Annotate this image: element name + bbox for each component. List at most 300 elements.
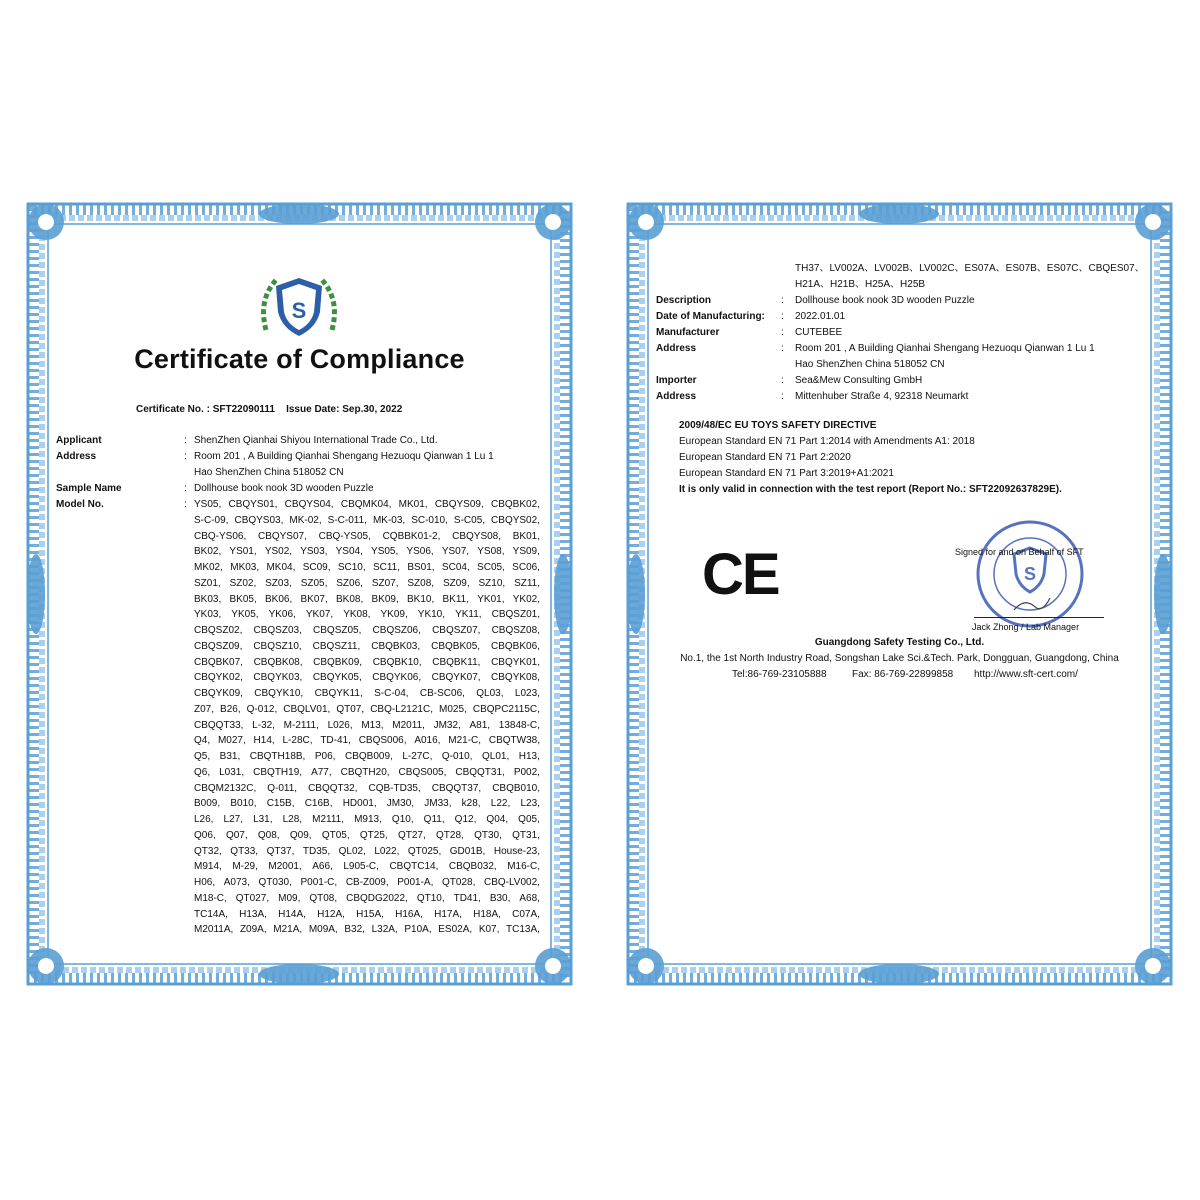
- model-number: H13A,: [239, 908, 267, 920]
- model-number: MK01,: [398, 499, 428, 510]
- model-number: L-28C,: [282, 735, 313, 747]
- model-number: QT31,: [512, 829, 540, 841]
- sample-name-label: Sample Name: [56, 483, 122, 494]
- address-value: [194, 449, 494, 480]
- model-number: HD001,: [342, 798, 377, 810]
- model-number: YS02,: [264, 546, 293, 558]
- model-row: [194, 529, 540, 545]
- model-number: L905-C,: [343, 861, 379, 873]
- colon: :: [184, 499, 187, 510]
- model-number: CBQBK05,: [431, 640, 481, 652]
- model-row: [194, 592, 540, 608]
- model-number: A77,: [311, 766, 332, 778]
- field-value: Room 201 , A Building Qianhai Shengang Hezuoqu Qianwan 1 Lu 1: [795, 343, 1095, 354]
- model-number: CBQBK03,: [371, 640, 421, 652]
- model-number: TC13A,: [506, 924, 540, 936]
- field-label: Manufacturer: [656, 327, 720, 338]
- model-number: SZ05,: [300, 577, 328, 589]
- model-number: B009,: [194, 798, 221, 810]
- model-number: C16B,: [304, 798, 333, 810]
- field-value: Mittenhuber Straße 4, 92318 Neumarkt: [795, 391, 969, 402]
- model-row: [194, 828, 540, 844]
- model-number: BK07,: [300, 593, 328, 605]
- model-row: [194, 812, 540, 828]
- model-number: SZ01,: [194, 577, 221, 589]
- model-number: SC04,: [441, 562, 470, 573]
- model-number: CBQTH18B,: [249, 751, 306, 762]
- model-number: CBQS006,: [358, 735, 407, 747]
- model-number: BS01,: [407, 562, 435, 573]
- model-number: P001-C,: [300, 877, 338, 888]
- model-row: [194, 513, 540, 529]
- model-number: YS06,: [406, 546, 434, 558]
- model-number: S-C-011,: [327, 514, 367, 526]
- model-number: CQB-TD35,: [368, 782, 421, 794]
- colon: :: [781, 343, 784, 354]
- model-number: QL02,: [338, 845, 366, 857]
- model-number: H14,: [253, 735, 275, 747]
- model-number: P002,: [513, 766, 540, 778]
- model-number: TC14A,: [194, 908, 228, 920]
- model-number: Q12,: [454, 814, 477, 825]
- model-number: S-C-09,: [194, 514, 229, 526]
- model-number: P10A,: [404, 924, 432, 936]
- model-number: CBQSZ09,: [194, 640, 243, 652]
- field-value: Sea&Mew Consulting GmbH: [795, 375, 923, 386]
- model-row: [194, 718, 540, 734]
- model-row: [194, 781, 540, 797]
- model-number: BK09,: [371, 593, 399, 605]
- model-number: TD41,: [453, 892, 481, 904]
- model-number: Q05,: [518, 814, 540, 825]
- model-number: CBQSZ02,: [194, 625, 243, 636]
- field-value: 2022.01.01: [795, 311, 846, 322]
- model-number: MK03,: [230, 562, 260, 573]
- model-row: [194, 623, 540, 639]
- model-number: CBQYS08,: [452, 530, 502, 542]
- model-number: CBQYK10,: [254, 688, 304, 699]
- model-number: CBQBK10,: [372, 656, 422, 668]
- model-number: MK02,: [194, 562, 223, 573]
- model-number: CBQ-YS06,: [194, 530, 247, 542]
- issue-date-label: Issue Date:: [286, 404, 343, 415]
- ce-mark-icon: CE: [702, 542, 779, 607]
- model-number: M21-C,: [448, 735, 482, 747]
- model-number: CBQMK04,: [340, 499, 392, 510]
- model-number: CQBBK01-2,: [382, 530, 441, 542]
- model-row: [194, 922, 540, 938]
- model-number: QT37,: [266, 845, 295, 857]
- model-number: BK11,: [442, 593, 469, 605]
- address-label: Address: [56, 451, 97, 462]
- model-number: CBQB010,: [492, 782, 540, 794]
- model-no-label: Model No.: [56, 499, 104, 510]
- model-number: CBQYS07,: [257, 530, 307, 542]
- model-number: H17A,: [434, 908, 462, 920]
- colon: :: [781, 391, 784, 402]
- model-number: Q5,: [194, 751, 211, 762]
- testing-company-name: Guangdong Safety Testing Co., Ltd.: [814, 637, 985, 648]
- certificate-title: Certificate of Compliance: [134, 344, 465, 374]
- model-number: YK06,: [268, 609, 296, 621]
- field-label: Address: [656, 391, 697, 402]
- colon: :: [781, 295, 784, 306]
- model-number: 13848-C,: [498, 719, 540, 731]
- certificate-page-right: [624, 200, 1175, 988]
- model-number: YK05,: [231, 609, 259, 621]
- model-number: CBQB032,: [448, 861, 497, 873]
- model-number: Q08,: [257, 829, 280, 841]
- model-number: SZ08,: [407, 577, 435, 589]
- model-number: YK02,: [512, 593, 540, 605]
- model-number: Q09,: [289, 829, 312, 841]
- model-number: CBQSZ06,: [372, 625, 421, 636]
- model-number: CBQYS03,: [234, 514, 284, 526]
- model-number: BK03,: [194, 593, 222, 605]
- address-line-2: Hao ShenZhen China 518052 CN: [194, 466, 344, 478]
- model-row: [194, 639, 540, 655]
- model-number: L23,: [520, 798, 540, 810]
- colon: :: [184, 483, 187, 494]
- model-number-list: [194, 497, 540, 938]
- model-number: BK06,: [265, 593, 293, 605]
- applicant-value: ShenZhen Qianhai Shiyou International Trade Co., Ltd.: [194, 435, 438, 446]
- model-number: CBQYK03,: [253, 672, 303, 684]
- model-number: M025,: [439, 703, 467, 715]
- model-number: H12A,: [317, 908, 345, 920]
- model-number: QL03,: [476, 688, 504, 699]
- model-number: Q-012,: [246, 703, 278, 715]
- model-number: SZ11,: [514, 577, 540, 589]
- model-number: YK10,: [417, 609, 446, 621]
- model-number: Z07,: [194, 703, 215, 715]
- model-number: CBQLV01,: [283, 703, 331, 715]
- model-number: YS03,: [300, 546, 328, 558]
- model-number: CBQSZ03,: [253, 625, 302, 636]
- model-number: H14A,: [278, 908, 306, 920]
- model-number: M-2111,: [283, 719, 319, 731]
- model-number: YS09,: [512, 546, 540, 558]
- model-number: CBQM2132C,: [194, 782, 257, 794]
- certificate-number: SFT22090111: [212, 404, 275, 415]
- model-number: MK-02,: [289, 514, 322, 526]
- model-row: [194, 749, 540, 765]
- certificate-number-label: Certificate No. :: [136, 404, 213, 415]
- model-number: YS05,: [371, 546, 399, 558]
- model-number: JM32,: [433, 719, 461, 731]
- model-number: YS04,: [335, 546, 363, 558]
- model-number: YK01,: [477, 593, 505, 605]
- model-number: A073,: [223, 877, 250, 888]
- validity-statement: It is only valid in connection with the test report (Report No.: SFT22092637829E).: [679, 484, 1062, 495]
- colon: :: [781, 327, 784, 338]
- model-number: SZ10,: [478, 577, 506, 589]
- model-number: YK11,: [455, 609, 482, 621]
- field-label: Importer: [656, 375, 697, 386]
- model-number: B31,: [219, 751, 241, 762]
- model-number: CBQTH20,: [340, 766, 390, 778]
- model-number: BK10,: [407, 593, 435, 605]
- standard-line-3: European Standard EN 71 Part 3:2019+A1:2021: [679, 468, 894, 479]
- model-number: CBQSZ05,: [313, 625, 362, 636]
- model-number: CBQTC14,: [389, 861, 439, 873]
- model-row: [194, 765, 540, 781]
- model-row: [194, 859, 540, 875]
- model-number: M21A,: [273, 924, 303, 936]
- model-number: CBQTH19,: [253, 766, 303, 778]
- field-value: CUTEBEE: [795, 327, 843, 338]
- model-number: CBQPC2115C,: [472, 703, 540, 715]
- model-number: CBQBK02,: [491, 499, 540, 510]
- model-number: CBQQT31,: [455, 766, 505, 778]
- model-number: SZ02,: [229, 577, 257, 589]
- model-number: QT32,: [194, 845, 222, 857]
- company-fax: Fax: 86-769-22899858: [852, 669, 954, 680]
- model-number: L031,: [219, 766, 245, 778]
- colon: :: [781, 311, 784, 322]
- model-number: QT05,: [321, 829, 350, 841]
- colon: :: [184, 451, 187, 462]
- field-value: Hao ShenZhen China 518052 CN: [795, 359, 945, 370]
- signed-on-behalf: Signed for and on Behalf of SFT: [955, 547, 1084, 557]
- model-number: YS01,: [229, 546, 257, 558]
- model-number: YK03,: [194, 609, 222, 621]
- model-number: A81,: [469, 719, 491, 731]
- model-number: CBQYK06,: [372, 672, 422, 684]
- model-number: CBQYK11,: [314, 688, 363, 699]
- model-number: SC-010,: [411, 514, 448, 526]
- model-number: YK09,: [380, 609, 408, 621]
- model-number: Q6,: [194, 766, 211, 778]
- model-number: TD-41,: [320, 735, 351, 747]
- model-number: C07A,: [512, 908, 540, 920]
- model-number: CBQYS09,: [434, 499, 484, 510]
- model-number: S-C-04,: [374, 688, 409, 699]
- model-number: B30,: [489, 892, 511, 904]
- model-number: CB-SC06,: [419, 688, 465, 699]
- model-number: QT027,: [235, 892, 270, 904]
- company-telephone: Tel:86-769-23105888: [732, 669, 827, 680]
- model-continuation-line-1: TH37、LV002A、LV002B、LV002C、ES07A、ES07B、ES07C、CBQES07、: [795, 263, 1145, 274]
- model-number: CBQ-L2121C,: [370, 703, 433, 715]
- model-number: Q-011,: [267, 782, 298, 794]
- model-number: BK02,: [194, 546, 222, 558]
- field-label: Description: [656, 295, 712, 306]
- model-number: CBQYK02,: [194, 672, 243, 684]
- model-number: QT07,: [336, 703, 365, 715]
- model-number: YS05,: [194, 499, 222, 510]
- model-number: SC10,: [337, 562, 366, 573]
- model-number: QT08,: [309, 892, 338, 904]
- model-number: YK07,: [305, 609, 334, 621]
- model-number: L-27C,: [402, 751, 433, 762]
- model-number: SC09,: [302, 562, 331, 573]
- model-number: H06,: [194, 877, 216, 888]
- model-number: SC05,: [477, 562, 505, 573]
- model-number: CBQYK08,: [491, 672, 540, 684]
- model-number: CBQYS02,: [491, 514, 540, 526]
- model-number: YS07,: [441, 546, 470, 558]
- model-row: [194, 844, 540, 860]
- model-number: CBQQT37,: [431, 782, 482, 794]
- applicant-label: Applicant: [56, 435, 102, 446]
- model-number: L27,: [223, 814, 243, 825]
- colon: :: [184, 435, 187, 446]
- model-row: [194, 576, 540, 592]
- model-number: M13,: [361, 719, 384, 731]
- svg-text:S: S: [1023, 564, 1037, 584]
- company-website: http://www.sft-cert.com/: [974, 669, 1078, 680]
- model-number: Z09A,: [239, 924, 267, 936]
- model-number: CBQQT33,: [194, 719, 244, 731]
- model-number: L-32,: [252, 719, 275, 731]
- model-row: [194, 733, 540, 749]
- model-number: BK05,: [229, 593, 257, 605]
- model-number: CB-Z009,: [345, 877, 389, 888]
- model-continuation-line-2: H21A、H21B、H25A、H25B: [795, 279, 926, 290]
- certificate-number-line: [136, 404, 402, 415]
- model-number: L31,: [253, 814, 273, 825]
- model-number: L28,: [282, 814, 303, 825]
- model-number: M2011,: [392, 719, 425, 731]
- signature-line: [974, 617, 1104, 618]
- model-number: K07,: [478, 924, 500, 936]
- model-number: QT27,: [397, 829, 426, 841]
- model-number: B26,: [220, 703, 241, 715]
- svg-text:S: S: [291, 298, 307, 323]
- model-row: [194, 796, 540, 812]
- model-number: M16-C,: [507, 861, 540, 873]
- model-number: YS08,: [477, 546, 505, 558]
- model-number: SZ07,: [371, 577, 399, 589]
- model-number: QT33,: [230, 845, 259, 857]
- testing-company-address: No.1, the 1st North Industry Road, Songshan Lake Sci.&Tech. Park, Dongguan, Guangdong, China: [680, 653, 1119, 664]
- model-row: [194, 686, 540, 702]
- model-number: M2001,: [268, 861, 302, 873]
- model-number: CBQSZ07,: [432, 625, 481, 636]
- model-number: CBQQT32,: [308, 782, 358, 794]
- address-line-1: Room 201 , A Building Qianhai Shengang Hezuoqu Qianwan 1 Lu 1: [194, 451, 494, 462]
- model-number: CBQBK06,: [491, 640, 540, 652]
- model-number: L32A,: [371, 924, 398, 936]
- model-number: CBQSZ01,: [491, 609, 540, 621]
- model-number: CBQDG2022,: [346, 892, 408, 904]
- model-number: CBQYK07,: [431, 672, 481, 684]
- model-number: Q4,: [194, 735, 211, 747]
- model-number: M18-C,: [194, 892, 227, 904]
- model-row: [194, 907, 540, 923]
- directive-line: 2009/48/EC EU TOYS SAFETY DIRECTIVE: [679, 420, 877, 431]
- model-number: CBQYK09,: [194, 688, 243, 699]
- signer-name: Jack Zhong / Lab Manager: [972, 622, 1080, 632]
- model-number: H13,: [518, 751, 540, 762]
- model-number: SZ06,: [336, 577, 363, 589]
- model-number: CBQTW38,: [488, 735, 540, 747]
- model-number: B010,: [230, 798, 257, 810]
- model-number: CBQB009,: [344, 751, 393, 762]
- model-number: A016,: [414, 735, 441, 747]
- certificate-page-left: [24, 200, 575, 988]
- model-number: CBQSZ11,: [312, 640, 361, 652]
- model-number: GD01B,: [449, 845, 486, 857]
- model-number: H18A,: [473, 908, 501, 920]
- model-number: TD35,: [302, 845, 331, 857]
- model-number: CBQBK08,: [253, 656, 303, 668]
- model-number: CBQ-YS05,: [318, 530, 371, 542]
- model-row: [194, 702, 540, 718]
- model-number: M914,: [194, 861, 222, 873]
- model-number: M2111,: [312, 814, 344, 825]
- model-number: CBQS005,: [398, 766, 447, 778]
- model-number: YK08,: [343, 609, 371, 621]
- model-number: CBQSZ10,: [253, 640, 302, 652]
- model-number: QT030,: [258, 877, 292, 888]
- model-number: P001-A,: [397, 877, 434, 888]
- model-number: CBQBK11,: [432, 656, 481, 668]
- field-label: Address: [656, 343, 697, 354]
- model-number: JM30,: [386, 798, 415, 810]
- model-number: B32,: [344, 924, 365, 936]
- model-row: [194, 560, 540, 576]
- model-row: [194, 891, 540, 907]
- model-number: A68,: [519, 892, 540, 904]
- model-number: Q-010,: [441, 751, 473, 762]
- model-number: CBQ-LV002,: [483, 877, 540, 888]
- model-number: Q07,: [225, 829, 248, 841]
- model-number: QT028,: [442, 877, 476, 888]
- model-number: CBQSZ08,: [491, 625, 540, 636]
- model-number: L022,: [374, 845, 400, 857]
- model-number: H16A,: [395, 908, 423, 920]
- field-label: Date of Manufacturing:: [656, 311, 765, 322]
- model-number: Q10,: [391, 814, 414, 825]
- model-row: [194, 875, 540, 891]
- model-number: H15A,: [356, 908, 384, 920]
- model-number: ES02A,: [438, 924, 473, 936]
- standard-line-1: European Standard EN 71 Part 1:2014 with Amendments A1: 2018: [679, 436, 975, 447]
- model-number: JM33,: [424, 798, 452, 810]
- model-number: Q11,: [423, 814, 445, 825]
- model-number: S-C05,: [453, 514, 486, 526]
- model-number: CBQYK01,: [491, 656, 540, 668]
- model-number: QT25,: [359, 829, 388, 841]
- model-number: CBQYS04,: [284, 499, 334, 510]
- model-number: Q04,: [486, 814, 509, 825]
- model-number: L26,: [194, 814, 214, 825]
- model-number: Q06,: [194, 829, 216, 841]
- model-number: SC06,: [512, 562, 540, 573]
- colon: :: [781, 375, 784, 386]
- model-number: MK-03,: [372, 514, 406, 526]
- model-number: k28,: [461, 798, 481, 810]
- model-number: M027,: [217, 735, 246, 747]
- model-number: L023,: [514, 688, 540, 699]
- model-number: QL01,: [481, 751, 510, 762]
- model-number: M09,: [278, 892, 301, 904]
- model-number: QT28,: [436, 829, 464, 841]
- model-number: CBQYS01,: [228, 499, 278, 510]
- model-number: BK08,: [336, 593, 364, 605]
- model-row: [194, 655, 540, 671]
- model-number: MK04,: [266, 562, 296, 573]
- model-number: M913,: [354, 814, 382, 825]
- model-number: M2011A,: [194, 924, 234, 936]
- model-row: [194, 544, 540, 560]
- field-value: Dollhouse book nook 3D wooden Puzzle: [795, 295, 975, 306]
- model-row: [194, 607, 540, 623]
- model-row: [194, 670, 540, 686]
- model-number: SZ09,: [442, 577, 470, 589]
